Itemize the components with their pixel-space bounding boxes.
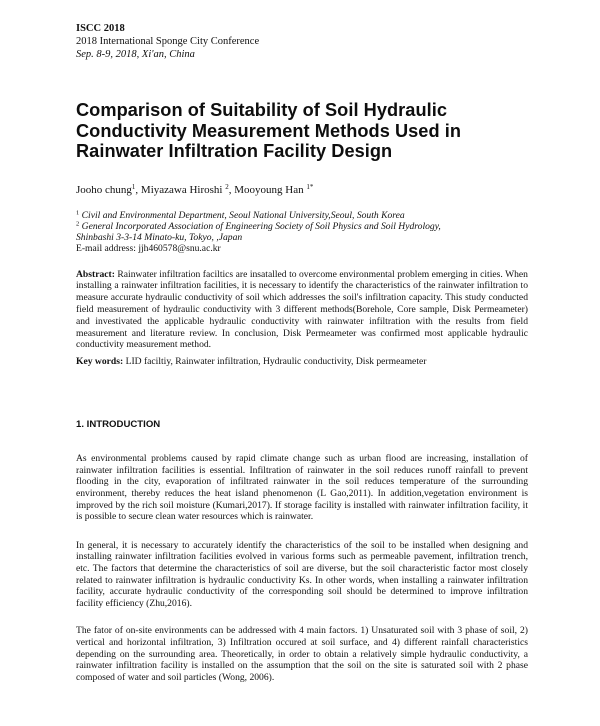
author-name: Mooyoung Han <box>234 183 304 196</box>
keywords-text: LID faciltiy, Rainwater infiltration, Hydraulic conductivity, Disk permeameter <box>125 356 427 368</box>
affiliation-mark: 1 <box>76 209 80 216</box>
affiliation-line <box>76 221 528 232</box>
author-mark: 2 <box>225 182 229 191</box>
body-paragraph: In general, it is necessary to accurately identify the characteristics of the soil to be installed when designing and installing rainwater infiltration facilities evolved in various forms such as permeable pavement, infiltration trench, etc. The factors that determine the characteristics of soil are diverse, but the soil characteristic factor most closely related to rainwater infiltration is hydraulic conductivity Ks. In other words, when installing a rainwater infiltration facility, accurate hydraulic conductivity of the corresponding soil should be determined to improve infiltration facility efficiency (Zhu,2016). <box>76 539 528 609</box>
abstract-label: Abstract: <box>76 268 115 280</box>
author-mark: 1 <box>131 182 136 191</box>
email-address: E-mail address: jjh460578@snu.ac.kr <box>76 243 221 255</box>
author-mark: 1* <box>306 182 314 191</box>
paper-page <box>76 22 528 683</box>
affiliation-line <box>76 232 528 243</box>
keywords <box>76 356 528 368</box>
affiliation-mark: 2 <box>76 220 80 228</box>
abstract <box>76 269 528 352</box>
abstract-text: Rainwater infiltration faciltics are insatalled to overcome environmental problem emerging in cities. When installing a rainwater infiltration facilities, it is necessary to identify the characteristics of the rainwater infiltration to measure accurate hydraulic conductivity of soil which addresses the soil's infiltration capacity. This study conducted field measurement of hydraulic conductivity with 3 different methods(Borehole, Core sample, Disk Permeameter) and investivated the applicable hydraulic conductivity with rainwater infiltration with the results from field measurement and literature review. In conclusion, Disk Permeameter was confirmed most applicable hydraulic conductivity measurement method. <box>76 268 528 351</box>
conference-id: ISCC 2018 <box>76 23 125 34</box>
keywords-label: Key words: <box>76 356 124 368</box>
conference-name: 2018 International Sponge City Conference <box>76 36 260 47</box>
affiliation-line <box>76 210 528 221</box>
affiliation-text: General Incorporated Association of Engineering Society of Soil Physics and Soil Hydrology, <box>81 220 441 232</box>
affiliation-text: Civil and Environmental Department, Seoul National University,Seoul, South Korea <box>81 209 405 221</box>
author-list: Jooho chung$^1$, Miyazawa Hiroshi $^2$, Mooyoung Han $^{1*}$ <box>76 182 314 196</box>
author-name: Miyazawa Hiroshi <box>140 183 223 196</box>
author-name: Jooho chung <box>76 183 132 196</box>
affiliation-text: Shinbashi 3-3-14 Minato-ku, Tokyo, ,Japan <box>76 232 243 244</box>
body-paragraph: As environmental problems caused by rapid climate change such as urban flood are increasing, installation of rainwater infiltration facilities is essential. Infiltration of rainwater in the soil reduces runoff rainfall to prevent flooding in the city, evaporation of infiltrated rainwater in the soil reduces temperature of the surrounding environment, thereby reduces the heat island phenomenon (L Gao,2011). In addition,vegetation environment is improved by the rich soil moisture (Kumari,2017). If storage facility is installed with rainwater infiltration facility, it is possible to secure clean water resources which is rainwater. <box>76 453 528 523</box>
conference-date: Sep. 8-9, 2018, Xi'an, China <box>76 49 195 60</box>
affiliation-block <box>76 210 528 255</box>
section-heading: 1. INTRODUCTION <box>76 419 161 431</box>
paper-title: Comparison of Suitability of Soil Hydraulic Conductivity Measurement Methods Used in Rainwater Infiltration Facility Design <box>76 100 462 161</box>
body-paragraph: The fator of on-site environments can be addressed with 4 main factors. 1) Unsaturated soil with 3 phase of soil, 2) vertical and horizontal infiltration, 3) Infiltration occured at soil surface, and 4) different rainfall characteristics depending on the surrounding area. Theoretically, in order to obtain a relatively simple hydraulic conductivity, a rainwater infiltration facility is installed on the assumption that the soil on the site is saturated soil with 2 phase composed of water and soil particles (Wong, 2006). <box>76 625 528 683</box>
